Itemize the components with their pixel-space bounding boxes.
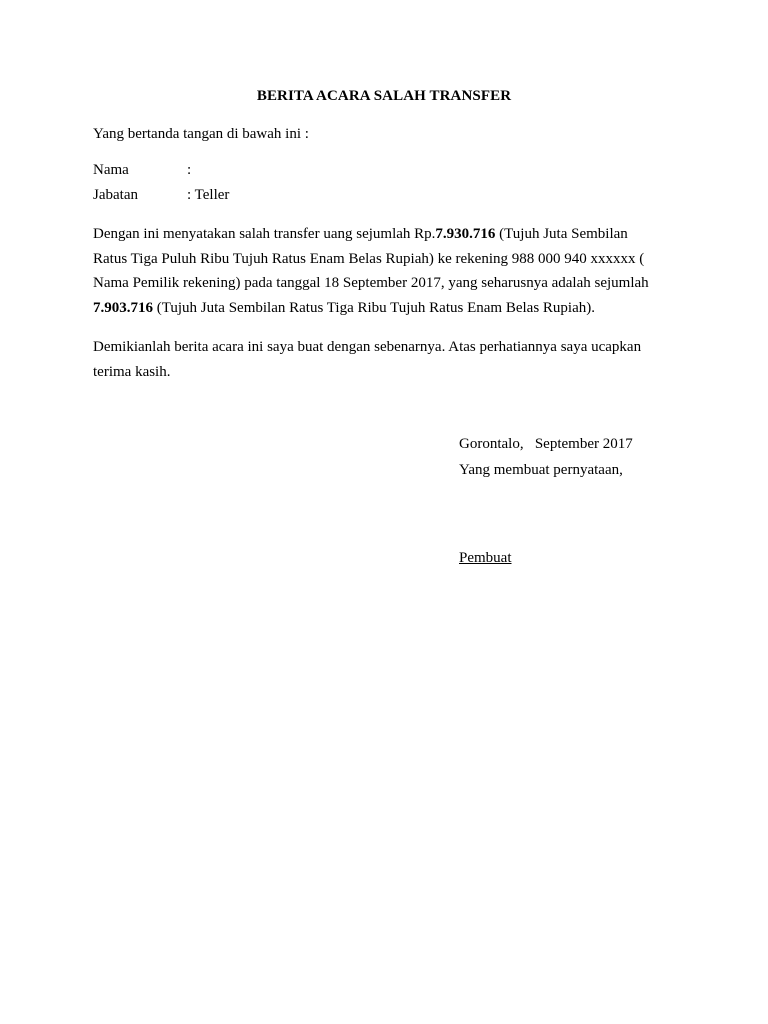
signature-role: Yang membuat pernyataan,: [459, 462, 623, 478]
field-label: Jabatan: [93, 187, 138, 203]
statement-line-2: Ratus Tiga Puluh Ribu Tujuh Ratus Enam Belas Rupiah) ke rekening 988 000 940 xxxxxx (: [93, 250, 645, 267]
statement-line-4: [93, 296, 673, 321]
statement-text: (Tujuh Juta Sembilan: [495, 226, 628, 242]
field-value: :: [187, 162, 192, 178]
intro-text: Yang bertanda tangan di bawah ini :: [93, 126, 309, 142]
document-title: BERITA ACARA SALAH TRANSFER: [256, 88, 512, 104]
statement-line-3: Nama Pemilik rekening) pada tanggal 18 September 2017, yang seharusnya adalah sejumlah: [93, 275, 649, 291]
field-label: Nama: [93, 162, 129, 178]
signature-place-date: Gorontalo, September 2017: [459, 436, 633, 452]
statement-line-1: [93, 222, 673, 247]
correct-amount: 7.903.716: [93, 299, 153, 316]
wrong-amount: 7.930.716: [435, 226, 496, 242]
closing-paragraph: [93, 335, 673, 384]
signature-name: Pembuat: [459, 550, 512, 566]
field-nama: [93, 162, 191, 179]
closing-line-1: Demikianlah berita acara ini saya buat dengan sebenarnya. Atas perhatiannya saya ucapkan: [93, 339, 642, 355]
closing-line-2: terima kasih.: [93, 363, 171, 380]
statement-paragraph: [93, 222, 673, 320]
field-jabatan: [93, 187, 229, 204]
field-value: : Teller: [187, 187, 230, 203]
statement-text: Dengan ini menyatakan salah transfer uang sejumlah Rp.: [93, 226, 436, 242]
statement-text: (Tujuh Juta Sembilan Ratus Tiga Ribu Tujuh Ratus Enam Belas Rupiah).: [153, 299, 595, 316]
